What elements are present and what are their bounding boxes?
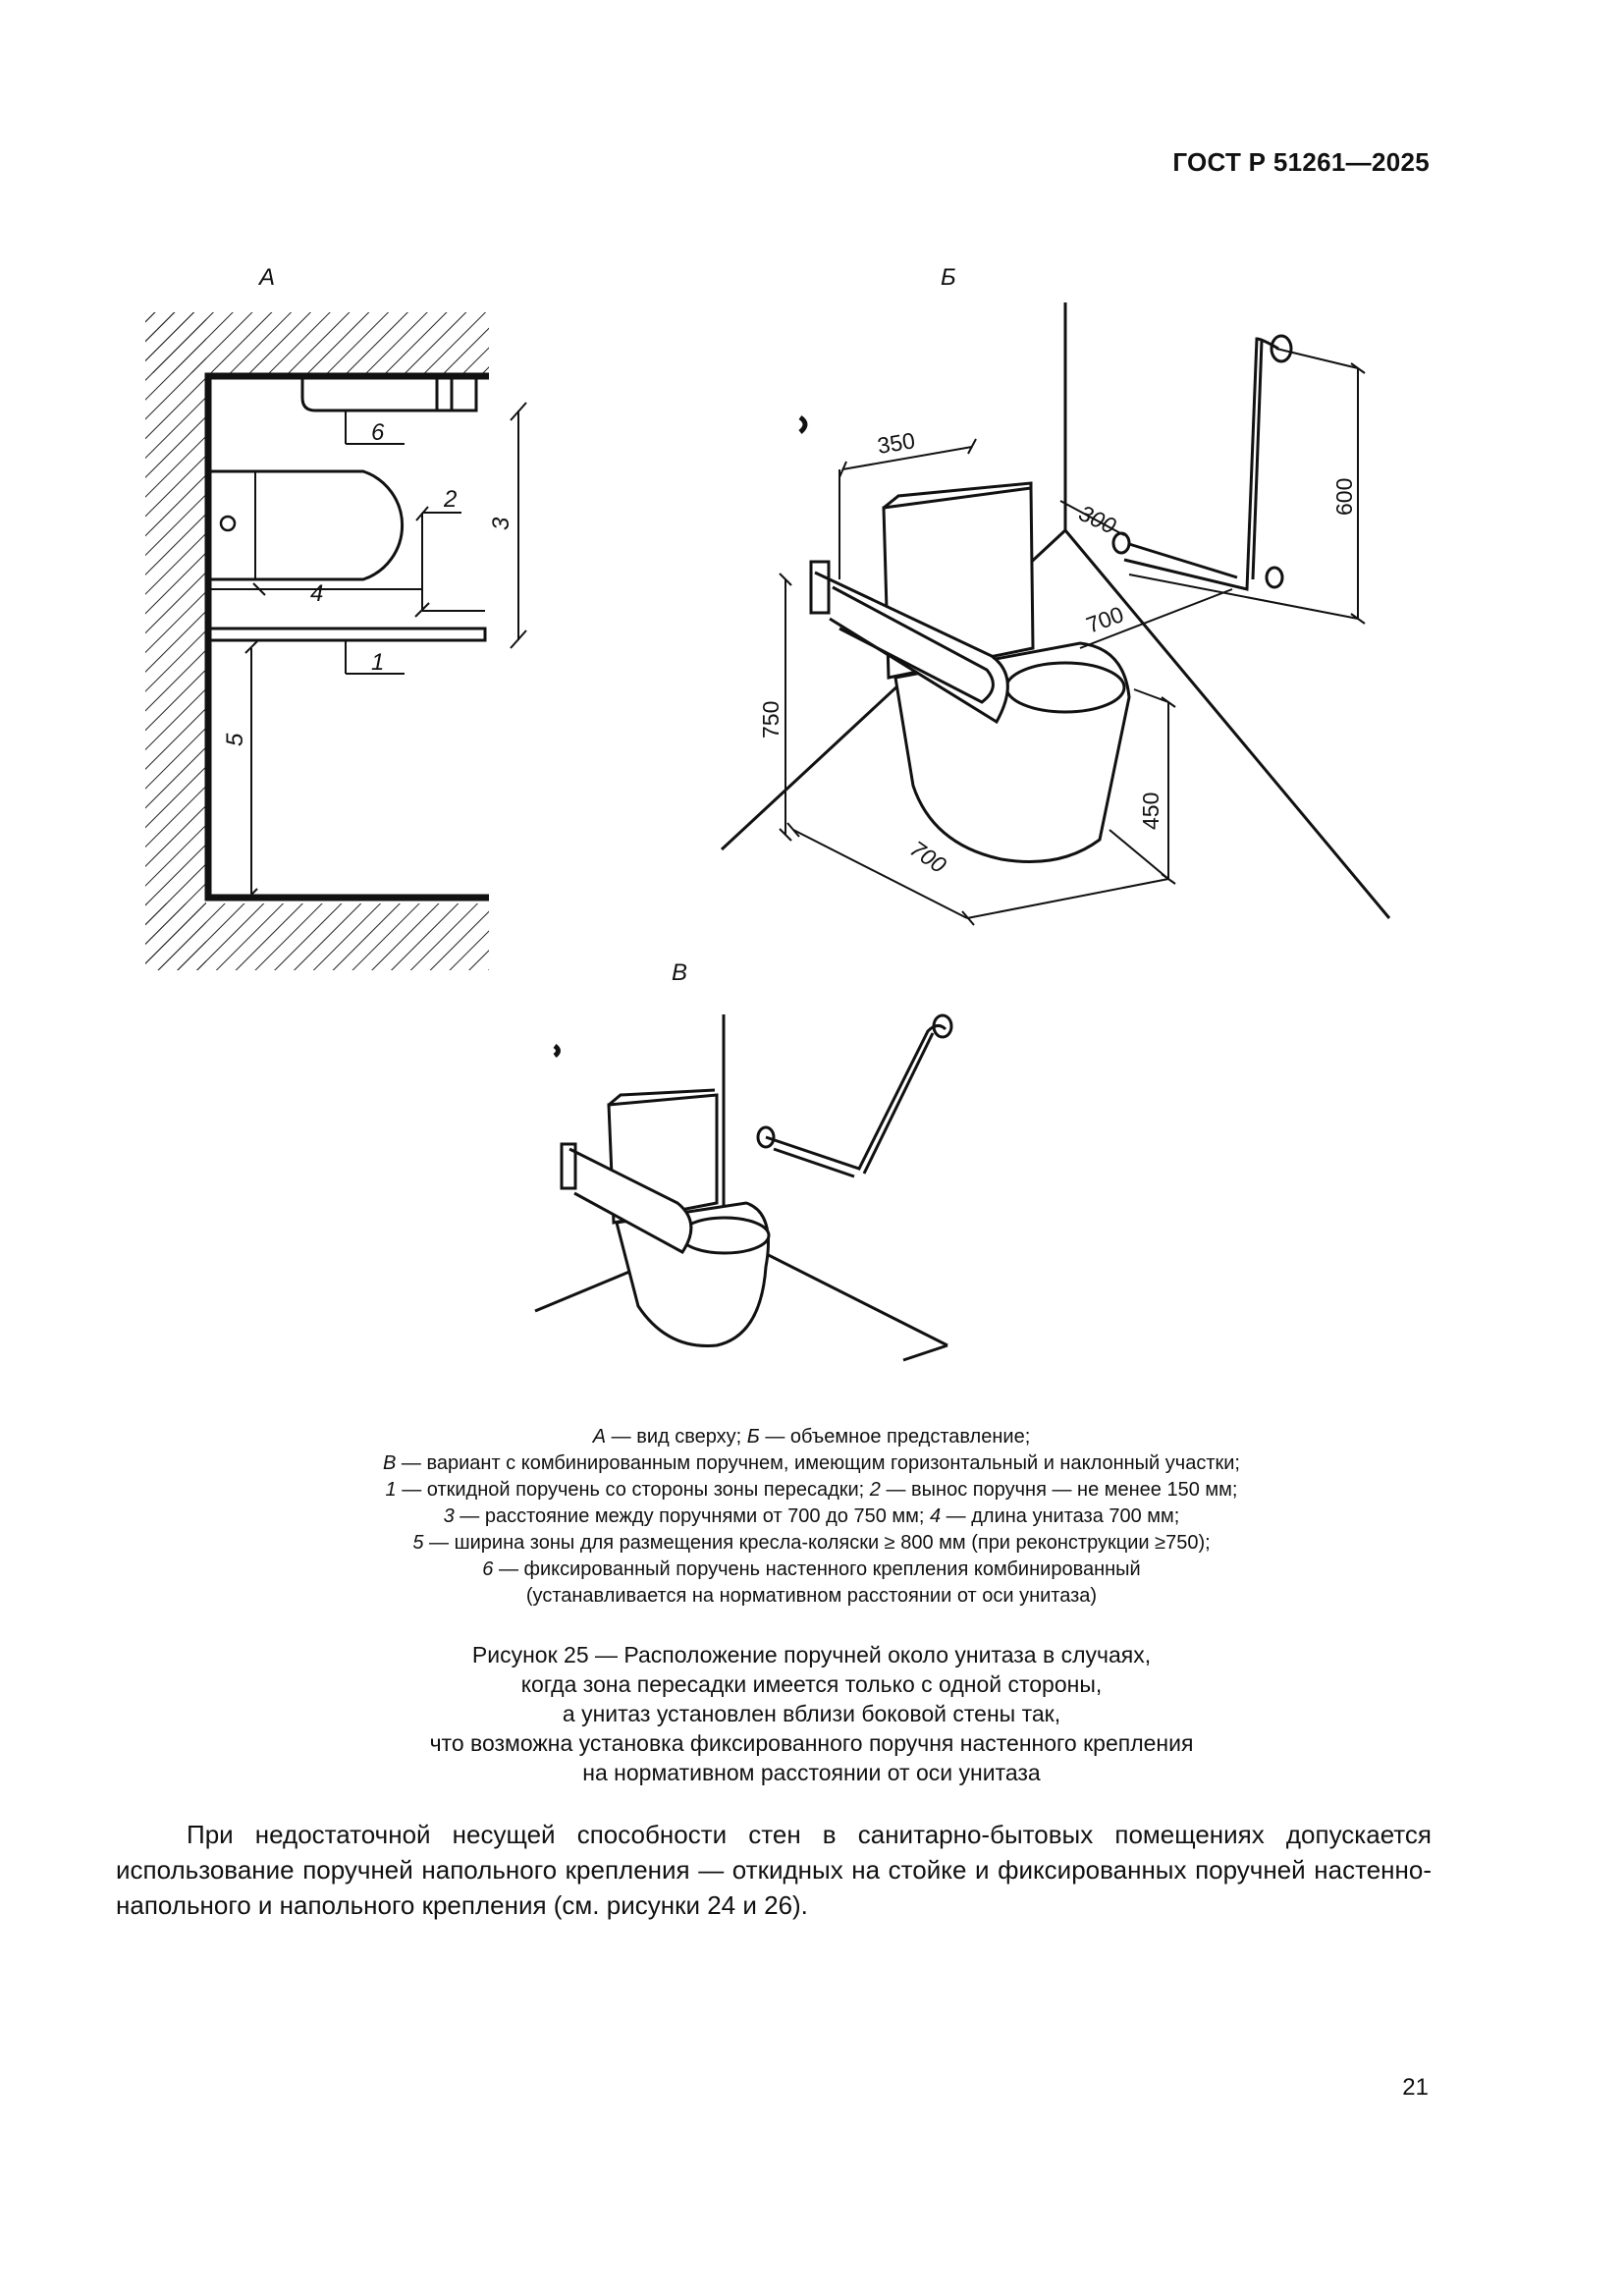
caption-line: что возможна установка фиксированного поручня настенного крепления (429, 1730, 1194, 1756)
callout-1: 1 (371, 649, 385, 676)
panel-label-c: В (672, 959, 688, 986)
page-number: 21 (1402, 2074, 1429, 2101)
body-paragraph: При недостаточной несущей способности стен в санитарно-бытовых помещениях допускается использование поручней напольного крепления — откидных на стойке и фиксированных поручней настенно-напольного и напольного крепления (см. рисунки 24 и 26). (116, 1820, 1432, 1920)
dim-600: 600 (1331, 477, 1357, 516)
legend-line-3: 1 — откидной поручень со стороны зоны пересадки; 2 — вынос поручня — не менее 150 мм; (385, 1479, 1238, 1501)
panel-label-b: Б (941, 264, 956, 291)
caption-line: на нормативном расстоянии от оси унитаза (582, 1760, 1041, 1785)
panel-label-a: А (259, 264, 276, 291)
dim-750: 750 (758, 700, 784, 738)
caption-line: Рисунок 25 — Расположение поручней около унитаза в случаях, (471, 1642, 1152, 1667)
body-text (116, 1817, 1432, 1923)
legend-line-6: 6 — фиксированный поручень настенного крепления комбинированный (482, 1558, 1141, 1580)
plan-view (145, 312, 526, 970)
caption-line: когда зона пересадки имеется только с одной стороны, (520, 1671, 1103, 1697)
figure-legend (0, 1424, 1623, 1610)
callout-3: 3 (488, 517, 514, 530)
isometric-view (722, 302, 1389, 925)
caption-line: а унитаз установлен вблизи боковой стены так, (562, 1701, 1061, 1726)
wall-hatching-bottom (145, 903, 489, 970)
callout-6: 6 (371, 419, 385, 446)
dim-700-floor: 700 (905, 835, 951, 879)
legend-line-1: А — вид сверху; Б — объемное представление; (592, 1426, 1031, 1448)
legend-line-7: (устанавливается на нормативном расстоянии от оси унитаза) (525, 1585, 1098, 1607)
combined-handrail (766, 1025, 946, 1169)
dim-450: 450 (1138, 792, 1163, 830)
dim-700-rail: 700 (1082, 601, 1127, 638)
legend-line-2: В — вариант с комбинированным поручнем, имеющим горизонтальный и наклонный участки; (383, 1452, 1240, 1474)
legend-line-5: 5 — ширина зоны для размещения кресла-коляски ≥ 800 мм (при реконструкции ≥750); (412, 1532, 1211, 1554)
callout-4: 4 (310, 580, 324, 607)
document-header: ГОСТ Р 51261—2025 (1172, 147, 1430, 177)
dim-350: 350 (875, 427, 917, 459)
wall-hatching-left (145, 312, 206, 970)
callout-5: 5 (222, 733, 248, 746)
callout-2: 2 (444, 486, 458, 513)
dim-300: 300 (1074, 499, 1120, 539)
combined-handrail-view (535, 1014, 951, 1360)
legend-line-4: 3 — расстояние между поручнями от 700 до 750 мм; 4 — длина унитаза 700 мм; (443, 1505, 1180, 1527)
figure-caption (0, 1640, 1623, 1787)
